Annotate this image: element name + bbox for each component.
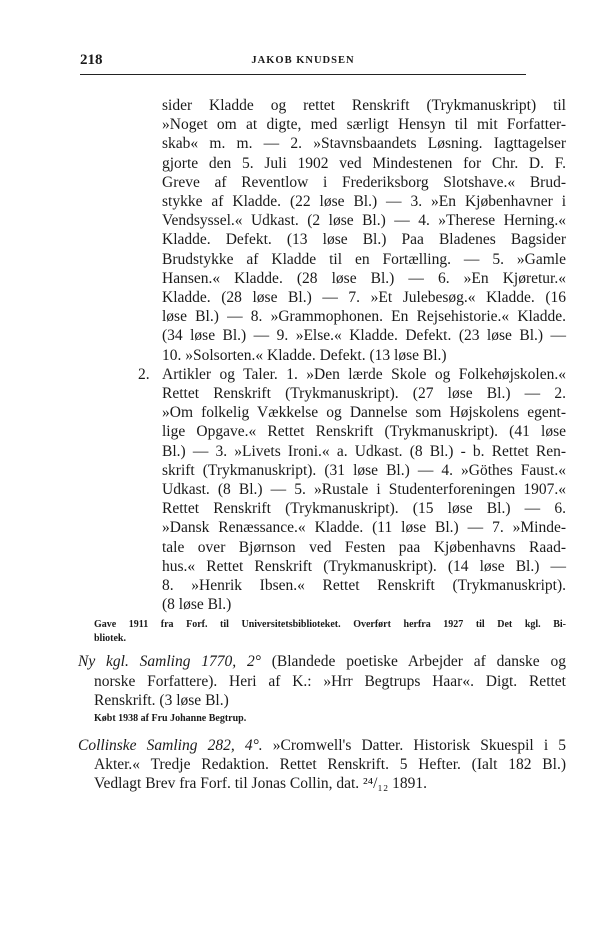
text-line: (8 løse Bl.) — [162, 596, 232, 614]
text-line: Greve af Reventlow i Frederiksborg Slotshave.« Brud- — [162, 173, 566, 191]
text-line: løse Bl.) — 8. »Grammophonen. En Rejsehistorie.« Kladde. — [162, 308, 566, 326]
text-line: Akter.« Tredje Redaktion. Rettet Renskrift. 5 Hefter. (Ialt 182 Bl.) — [94, 756, 566, 774]
entry-text: »Cromwell's Datter. Historisk Skuespil i 5 — [262, 737, 566, 754]
text-line: Kladde. (28 løse Bl.) — 7. »Et Julebesøg.« Kladde. (16 — [162, 289, 566, 306]
text-line: Købt 1938 af Fru Johanne Begtrup. — [94, 713, 247, 724]
text-line: Brudstykke af Kladde til en Fortælling. — 5. »Gamle — [162, 250, 566, 268]
text-line: »Om folkelig Vækkelse og Dannelse som Højskolens egent- — [162, 404, 566, 422]
page-number: 218 — [80, 52, 103, 68]
text-line: Bl.) — 3. »Livets Ironi.« a. Udkast. (8 Bl.) - b. Rettet Ren- — [162, 442, 566, 460]
text-line: bliotek. — [94, 633, 126, 645]
text-line: skab« m. m. — 2. »Stavnsbaandets Løsning. Iagttagelser — [162, 135, 566, 153]
text-line: Artikler og Taler. 1. »Den lærde Skole og Folkehøjskolen.« — [162, 365, 566, 383]
text-line: skrift (Trykmanuskript). (31 løse Bl.) — 4. »Göthes Faust.« — [162, 461, 566, 479]
text-line: Kladde. Defekt. (13 løse Bl.) Paa Bladenes Bagsider — [162, 231, 566, 249]
text-line: Renskrift. (3 løse Bl.) — [94, 691, 229, 709]
running-head: JAKOB KNUDSEN — [251, 55, 355, 66]
text-line: »Dansk Renæssance.« Kladde. (11 løse Bl.) — 7. »Minde- — [162, 519, 566, 537]
text-line: 10. »Solsorten.« Kladde. Defekt. (13 løse Bl.) — [162, 346, 447, 364]
text-line: lige Opgave.« Rettet Renskrift (Trykmanuskript). (41 løse — [162, 423, 566, 441]
text-line: norske Forfattere). Heri af K.: »Hrr Begtrups Haar«. Digt. Rettet — [94, 672, 566, 690]
text-line: »Noget om at digte, med særligt Hensyn til mit Forfatter- — [162, 116, 566, 134]
text-line: Vedlagt Brev fra Forf. til Jonas Collin, dat. ²⁴/₁₂ 1891. — [94, 775, 427, 793]
text-line: Vendsyssel.« Udkast. (2 løse Bl.) — 4. »Therese Herning.« — [162, 212, 566, 230]
entry-title: Ny kgl. Samling 1770, 2° — [78, 653, 261, 671]
entry-title: Collinske Samling 282, 4°. — [78, 737, 263, 754]
entry-collinske-samling — [78, 736, 566, 755]
entry-ny-kgl-samling — [78, 652, 566, 671]
text-line: hus.« Rettet Renskrift (Trykmanuskript). (14 løse Bl.) — — [162, 557, 566, 575]
entry-text: (Blandede poetiske Arbejder af danske og — [260, 653, 566, 671]
text-line: Hansen.« Kladde. (28 løse Bl.) — 6. »En Kjøretur.« — [162, 269, 566, 287]
page-header — [80, 52, 526, 75]
text-line: stykke af Kladde. (22 løse Bl.) — 3. »En Kjøbenhavner i — [162, 193, 566, 210]
text-line: Gave 1911 fra Forf. til Universitetsbiblioteket. Overført herfra 1927 til Det kgl. Bi- — [94, 619, 566, 631]
text-line: (34 løse Bl.) — 9. »Else.« Kladde. Defekt. (23 løse Bl.) — — [162, 327, 566, 345]
text-line: Udkast. (8 Bl.) — 5. »Rustale i Studenterforeningen 1907.« — [162, 481, 566, 498]
item-number: 2. — [138, 365, 150, 383]
text-line: tale over Bjørnson ved Festen paa Kjøbenhavns Raad- — [162, 538, 566, 556]
text-line: 8. »Henrik Ibsen.« Rettet Renskrift (Trykmanuskript). — [162, 577, 566, 594]
text-line: sider Kladde og rettet Renskrift (Trykmanuskript) til — [162, 97, 566, 114]
text-line: Rettet Renskrift (Trykmanuskript). (27 løse Bl.) — 2. — [162, 385, 566, 402]
text-line: gjorte den 5. Juli 1902 ved Mindestenen for Chr. D. F. — [162, 154, 566, 172]
text-line: Rettet Renskrift (Trykmanuskript). (15 løse Bl.) — 6. — [162, 500, 566, 518]
